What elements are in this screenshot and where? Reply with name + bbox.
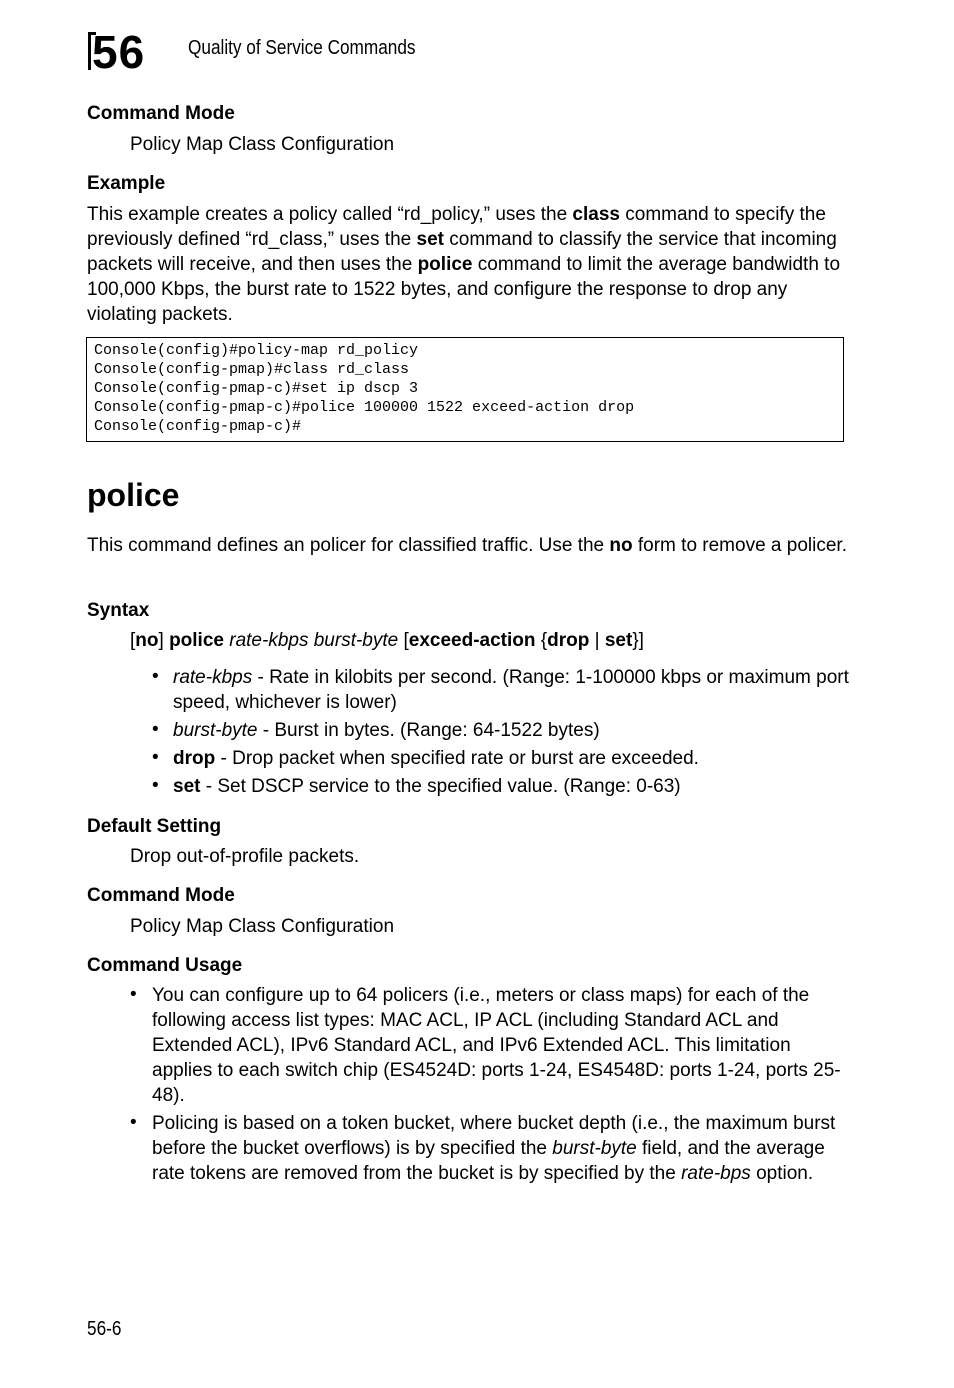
usage-item: You can configure up to 64 policers (i.e., meters or class maps) for each of the following access list types: MAC ACL, IP ACL (including Standard ACL and Extended ACL), IPv6 Standard ACL, and IPv6 Extended ACL. This limitation applies to each switch chip (ES4524D: ports 1-24, ES4548D: ports 1-24, ports 25-48).	[152, 985, 841, 1106]
bullet-marker: •	[152, 666, 159, 687]
command-mode-heading: Command Mode	[87, 885, 235, 906]
bullet-marker: •	[130, 1112, 137, 1133]
bullet-marker: •	[152, 747, 159, 768]
default-setting-value: Drop out-of-profile packets.	[130, 846, 360, 867]
code-line: Console(config)#policy-map rd_policy	[94, 342, 419, 359]
code-example-box	[86, 337, 844, 442]
default-setting-heading: Default Setting	[87, 816, 222, 837]
bullet-marker: •	[130, 984, 137, 1005]
chapter-title: Quality of Service Commands	[188, 37, 416, 59]
command-mode-value: Policy Map Class Configuration	[130, 916, 395, 937]
code-line: Console(config-pmap-c)#	[94, 418, 302, 435]
command-intro: This command defines an policer for classified traffic. Use the no form to remove a policer.	[87, 535, 847, 556]
command-mode-value: Policy Map Class Configuration	[130, 134, 395, 155]
syntax-param-item: burst-byte - Burst in bytes. (Range: 64-1522 bytes)	[173, 720, 600, 741]
command-usage-heading: Command Usage	[87, 955, 243, 976]
command-mode-heading: Command Mode	[87, 103, 235, 124]
chapter-number: 56	[92, 26, 146, 78]
code-line: Console(config-pmap)#class rd_class	[94, 361, 410, 378]
bullet-marker: •	[152, 775, 159, 796]
syntax-param-item: rate-kbps - Rate in kilobits per second. (Range: 1-100000 kbps or maximum port speed, whichever is lower)	[173, 667, 849, 713]
command-title: police	[87, 477, 180, 513]
chapter-number-badge	[88, 26, 164, 78]
example-paragraph: This example creates a policy called “rd_policy,” uses the class command to specify the previously defined “rd_class,” uses the set command to classify the service that incoming packets will receive, and then uses the police command to limit the average bandwidth to 100,000 Kbps, the burst rate to 1522 bytes, and configure the response to drop any violating packets.	[87, 204, 841, 325]
code-line: Console(config-pmap-c)#set ip dscp 3	[94, 380, 419, 397]
example-heading: Example	[87, 173, 166, 194]
bullet-marker: •	[152, 719, 159, 740]
code-line: Console(config-pmap-c)#police 100000 1522 exceed-action drop	[94, 399, 635, 416]
syntax-line: [no] police rate-kbps burst-byte [exceed-action {drop | set}]	[130, 630, 644, 651]
syntax-param-item: set - Set DSCP service to the specified value. (Range: 0-63)	[173, 776, 681, 797]
page-number: 56-6	[87, 1318, 122, 1340]
syntax-param-item: drop - Drop packet when specified rate or burst are exceeded.	[173, 748, 699, 769]
usage-item: Policing is based on a token bucket, where bucket depth (i.e., the maximum burst before the bucket overflows) is by specified the burst-byte field, and the average rate tokens are removed from the bucket is by specified by the rate-bps option.	[152, 1113, 836, 1184]
chapter-badge-rule	[88, 32, 91, 70]
syntax-heading: Syntax	[87, 600, 150, 621]
